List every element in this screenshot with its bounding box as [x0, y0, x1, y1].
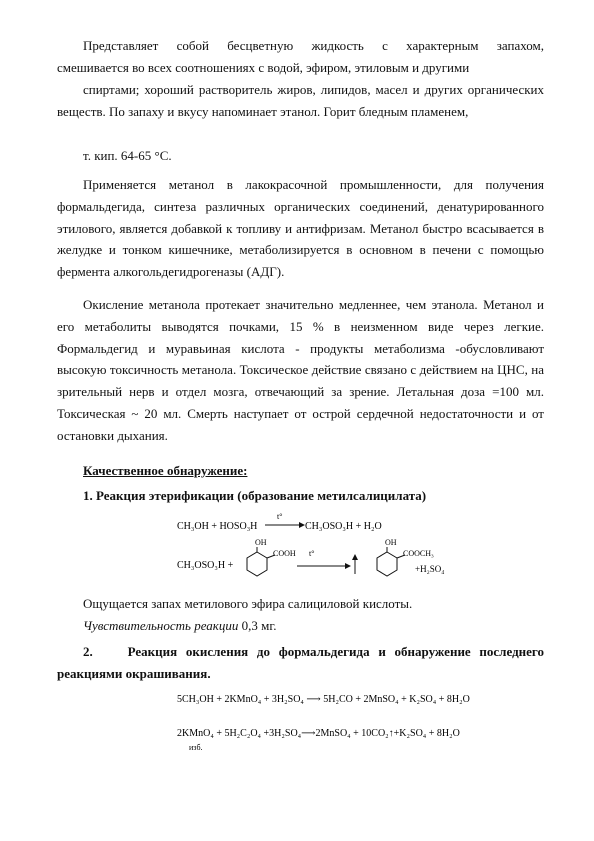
paragraph-toxicity: Окисление метанола протекает значительно медленнее, чем этанола. Метанол и его метаболиты выводятся почками, 15 % в неизменном виде через легкие. Формальдегид и муравьиная кислота - продукты метаболизма -обусловливают высокую токсичность метанола. Токсическое действие связано с действием на ЦНС, на зрительный нерв и отдел мозга, отвечающий за зрение. Летальная доза =100 мл. Токсическая ~ 20 мл. Смерть наступает от острой сердечной недостаточности и от остановки дыхания. [57, 297, 544, 443]
benzene-ring-2 [377, 552, 397, 576]
r1-oh-2: OH [385, 538, 397, 547]
reaction-2-title: Реакция окисления до формальдегида и обнаружение последнего реакциями окрашивания. [57, 644, 544, 681]
r1-eq2-condition: t° [309, 549, 315, 558]
reaction-2-formula [177, 688, 497, 758]
r1-oh-1: OH [255, 538, 267, 547]
r1-eq2-arrowhead [345, 563, 351, 569]
paragraph-intro [57, 35, 544, 79]
r1-up-arrowhead [352, 554, 358, 560]
sensitivity-line [57, 615, 544, 637]
sensitivity-value: 0,3 мг. [238, 618, 277, 633]
r1-cooch3: COOCH₃ [403, 549, 434, 558]
r1-eq1-condition: t° [277, 512, 283, 521]
r1-h2so4: +H₂SO₄ [415, 564, 445, 574]
benzene-ring-1 [247, 552, 267, 576]
r1-eq1-right: CH₃OSO₃H + H₂O [305, 521, 382, 532]
heading-reaction-1: 1. Реакция этерификации (образование метилсалицилата) [83, 488, 427, 503]
r2-note-excess: изб. [189, 743, 203, 752]
smell-observation: Ощущается запах метилового эфира салициловой кислоты. [83, 596, 413, 611]
paragraph-intro-line1: Представляет собой бесцветную жидкость с характерным запахом, [83, 38, 544, 53]
heading-reaction-2 [57, 641, 544, 685]
sensitivity-label: Чувствительность реакции [83, 618, 239, 633]
r1-eq2-left: CH₃OSO₃H + [177, 560, 234, 571]
paragraph-intro-line2: смешивается во всех соотношениях с водой, эфиром, этиловым и другими [57, 59, 470, 75]
r1-cooh: COOH [273, 549, 296, 558]
paragraph-application: Применяется метанол в лакокрасочной промышленности, для получения формальдегида, синтеза различных органических соединений, денатурированного этилового, является добавкой к топливу и антифризам. Метанол быстро всасывается в желудке и тонком кишечнике, метаболизируется в основном в печени с помощью фермента алкогольдегидрогеназы (АДГ). [57, 177, 544, 280]
r2-eq2: 2KMnO₄ + 5H₂C₂O₄ +3H₂SO₄⟶2MnSO₄ + 10CO₂↑+K₂SO₄ + 8H₂O [177, 728, 460, 739]
r2-eq1: 5CH₃OH + 2KMnO₄ + 3H₂SO₄ ⟶ 5H₂CO + 2MnSO₄ + K₂SO₄ + 8H₂O [177, 694, 470, 705]
reaction-1-formula [177, 510, 477, 585]
paragraph-boiling-point: т. кип. 64-65 °С. [83, 148, 172, 163]
reaction-2-number: 2. [83, 644, 93, 659]
heading-qualitative-detection: Качественное обнаружение: [83, 463, 248, 478]
r1-eq1-left: CH₃OH + HOSO₃H [177, 521, 258, 532]
paragraph-solvent: спиртами; хороший растворитель жиров, липидов, масел и других органических веществ. По запаху и вкусу напоминает этанол. Горит бледным пламенем, [57, 82, 544, 119]
